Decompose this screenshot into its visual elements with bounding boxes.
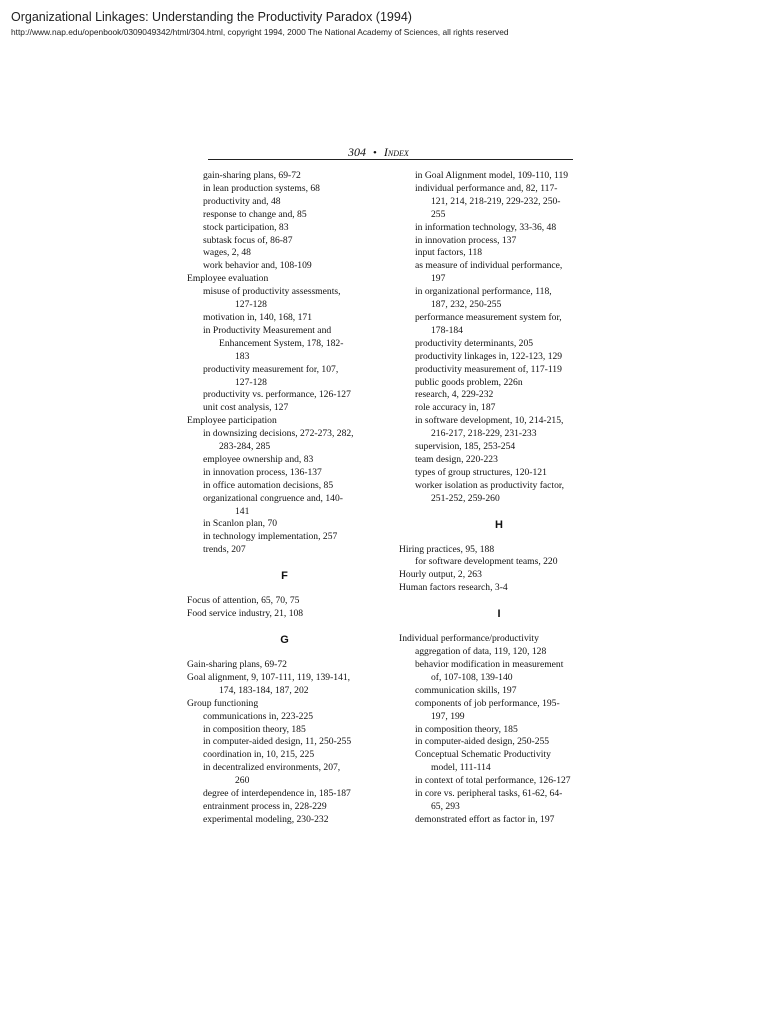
- index-entry: experimental modeling, 230-232: [203, 813, 329, 825]
- page-number: 304: [348, 145, 366, 159]
- index-entry: stock participation, 83: [203, 221, 289, 233]
- section-title: Index: [383, 145, 409, 159]
- index-heading: Human factors research, 3-4: [399, 582, 508, 594]
- index-entry: supervision, 185, 253-254: [415, 441, 516, 453]
- index-entry: in innovation process, 136-137: [203, 466, 322, 478]
- section-letter-f: F: [281, 570, 288, 583]
- index-entry: in context of total performance, 126-127: [415, 775, 571, 787]
- index-entry: individual performance and, 82, 117-: [415, 182, 558, 194]
- index-entry: research, 4, 229-232: [415, 389, 494, 401]
- index-entry: model, 111-114: [431, 762, 491, 774]
- index-heading: Employee participation: [187, 415, 277, 427]
- book-title: Organizational Linkages: Understanding the Productivity Paradox (1994): [11, 10, 412, 24]
- index-entry: 216-217, 218-229, 231-233: [431, 428, 537, 440]
- index-entry: productivity vs. performance, 126-127: [203, 389, 351, 401]
- section-letter-g: G: [280, 634, 289, 646]
- index-entry: 174, 183-184, 187, 202: [219, 684, 309, 696]
- index-entry: Enhancement System, 178, 182-: [219, 337, 344, 349]
- index-entry: role accuracy in, 187: [415, 402, 496, 414]
- index-entry: subtask focus of, 86-87: [203, 234, 293, 246]
- index-entry: productivity determinants, 205: [415, 337, 534, 349]
- index-entry: of, 107-108, 139-140: [431, 671, 513, 683]
- index-heading: Group functioning: [187, 697, 259, 709]
- index-heading: Focus of attention, 65, 70, 75: [187, 595, 300, 607]
- index-heading: Hourly output, 2, 263: [399, 569, 482, 581]
- index-entry: productivity and, 48: [203, 195, 281, 207]
- header-bullet: •: [373, 147, 377, 159]
- index-entry: 65, 293: [431, 800, 460, 812]
- page-header: [208, 145, 573, 160]
- index-entry: 197, 199: [431, 710, 465, 722]
- index-entry: 283-284, 285: [219, 441, 271, 453]
- index-entry: in Productivity Measurement and: [203, 324, 332, 336]
- index-heading: Employee evaluation: [187, 273, 269, 285]
- index-entry: 187, 232, 250-255: [431, 299, 502, 311]
- source-url[interactable]: http://www.nap.edu/openbook/0309049342/html/304.html, copyright 1994, 2000 The National Academy of Sciences, all rights reserved: [11, 27, 509, 37]
- index-entry: 121, 214, 218-219, 229-232, 250-: [431, 195, 561, 207]
- section-letter-i: I: [497, 608, 501, 621]
- index-entry: in software development, 10, 214-215,: [415, 415, 564, 427]
- index-column-right: [399, 170, 599, 827]
- index-entry: productivity measurement for, 107,: [203, 363, 339, 375]
- index-entry: work behavior and, 108-109: [203, 260, 312, 272]
- index-entry: in computer-aided design, 11, 250-255: [203, 736, 352, 748]
- index-entry: productivity measurement of, 117-119: [415, 363, 562, 375]
- index-entry: in technology implementation, 257: [203, 531, 338, 543]
- index-entry: productivity linkages in, 122-123, 129: [415, 350, 563, 362]
- index-entry: 251-252, 259-260: [431, 492, 500, 504]
- index-heading: Individual performance/productivity: [399, 633, 539, 645]
- index-heading: Hiring practices, 95, 188: [399, 543, 495, 555]
- index-entry: as measure of individual performance,: [415, 260, 563, 272]
- index-column-left: [187, 170, 382, 827]
- index-entry: wages, 2, 48: [203, 247, 251, 259]
- index-heading: Food service industry, 21, 108: [187, 608, 304, 620]
- index-entry: 178-184: [431, 324, 463, 336]
- index-entry: in composition theory, 185: [203, 723, 306, 735]
- index-heading: Gain-sharing plans, 69-72: [187, 659, 287, 670]
- index-entry: team design, 220-223: [415, 453, 498, 465]
- index-entry: coordination in, 10, 215, 225: [203, 749, 315, 761]
- index-entry: for software development teams, 220: [415, 556, 558, 568]
- index-entry: behavior modification in measurement: [415, 659, 564, 670]
- index-entry: in Scanlon plan, 70: [203, 518, 278, 530]
- index-entry: gain-sharing plans, 69-72: [203, 170, 301, 181]
- index-entry: degree of interdependence in, 185-187: [203, 788, 351, 800]
- index-entry: communications in, 223-225: [203, 710, 314, 722]
- index-entry: public goods problem, 226n: [415, 376, 523, 388]
- index-entry: entrainment process in, 228-229: [203, 800, 327, 812]
- index-entry: communication skills, 197: [415, 684, 517, 696]
- index-entry: in Goal Alignment model, 109-110, 119: [415, 170, 569, 181]
- index-entry: performance measurement system for,: [415, 311, 562, 323]
- index-entry: 260: [235, 775, 250, 787]
- index-entry: in innovation process, 137: [415, 234, 517, 246]
- index-entry: types of group structures, 120-121: [415, 466, 547, 478]
- index-entry: 127-128: [235, 299, 267, 311]
- index-entry: 183: [235, 350, 250, 362]
- index-entry: aggregation of data, 119, 120, 128: [415, 646, 547, 658]
- index-entry: 255: [431, 208, 446, 220]
- index-entry: organizational congruence and, 140-: [203, 492, 343, 504]
- index-entry: Conceptual Schematic Productivity: [415, 749, 551, 761]
- index-entry: misuse of productivity assessments,: [203, 286, 341, 298]
- index-entry: employee ownership and, 83: [203, 453, 314, 465]
- index-entry: in organizational performance, 118,: [415, 286, 552, 298]
- index-entry: in composition theory, 185: [415, 723, 518, 735]
- index-entry: 127-128: [235, 376, 267, 388]
- index-entry: unit cost analysis, 127: [203, 402, 289, 414]
- index-entry: 141: [235, 505, 250, 517]
- index-entry: in information technology, 33-36, 48: [415, 221, 557, 233]
- index-entry: response to change and, 85: [203, 208, 307, 220]
- index-entry: in office automation decisions, 85: [203, 479, 334, 491]
- source-banner: [11, 10, 751, 38]
- index-entry: demonstrated effort as factor in, 197: [415, 813, 555, 825]
- index-entry: in computer-aided design, 250-255: [415, 736, 550, 748]
- index-entry: trends, 207: [203, 544, 246, 556]
- index-entry: in downsizing decisions, 272-273, 282,: [203, 428, 354, 440]
- section-letter-h: H: [495, 518, 503, 531]
- index-entry: worker isolation as productivity factor,: [415, 479, 565, 491]
- index-entry: in lean production systems, 68: [203, 182, 320, 194]
- index-entry: in decentralized environments, 207,: [203, 762, 341, 774]
- index-entry: in core vs. peripheral tasks, 61-62, 64-: [415, 788, 563, 800]
- index-heading: Goal alignment, 9, 107-111, 119, 139-141,: [187, 671, 351, 683]
- index-entry: components of job performance, 195-: [415, 697, 560, 709]
- index-entry: motivation in, 140, 168, 171: [203, 311, 312, 323]
- index-entry: 197: [431, 273, 446, 285]
- index-entry: input factors, 118: [415, 247, 483, 259]
